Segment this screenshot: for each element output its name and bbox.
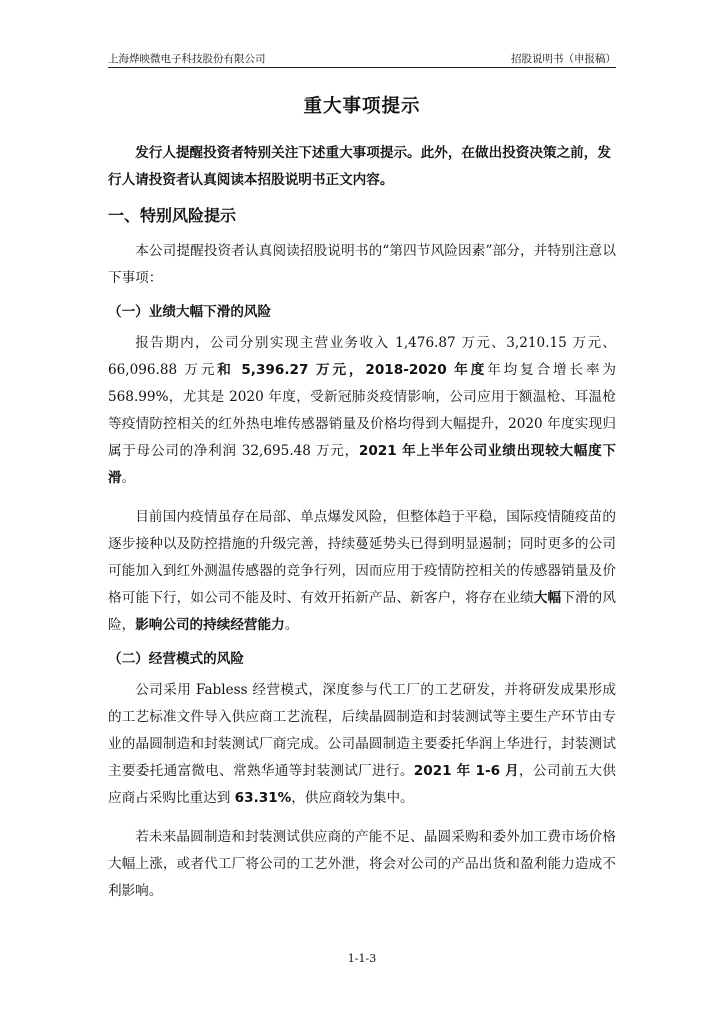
text-run: ，供应商较为集中。 [291, 790, 414, 806]
intro-paragraph: 发行人提醒投资者特别关注下述重大事项提示。此外，在做出投资决策之前，发行人请投资者认真阅读本招股说明书正文内容。 [108, 145, 611, 188]
text-run: 年均复合增长率为 568.99%，尤其是 2020 年度，受新冠肺炎疫情影响，公司应用于额温枪、耳温枪等疫情防控相关的红外热电堆传感器销量及价格均得到大幅提升，2020 年度实现归属于母公司的净利润 32,695.48 万元， [108, 362, 616, 459]
text-run: ，公司前五大供应商占采购比重达到 [108, 763, 617, 806]
emphasis-run: 影响公司的持续经营能力 [135, 617, 285, 633]
risk-business-model-paragraph-1 [108, 677, 616, 812]
emphasis-run: 63.31% [234, 790, 292, 806]
risk-heading-performance: （一）业绩大幅下滑的风险 [108, 304, 272, 320]
page-body [108, 92, 616, 905]
section-intro-paragraph: 本公司提醒投资者认真阅读招股说明书的“第四节风险因素”部分，并特别注意以下事项： [108, 243, 616, 286]
risk-heading-business-model: （二）经营模式的风险 [108, 651, 244, 667]
page-header [108, 52, 616, 66]
header-rule [108, 67, 616, 68]
page-title: 重大事项提示 [303, 96, 421, 117]
risk-performance-paragraph-1 [108, 330, 616, 492]
emphasis-run: 和 5,396.27 万元，2018-2020 年度 [217, 362, 488, 378]
paragraph-gap [108, 492, 616, 504]
section-heading-special-risk: 一、特别风险提示 [108, 206, 237, 225]
header-company: 上海烨映微电子科技股份有限公司 [108, 53, 266, 65]
emphasis-run: 2021 年 1-6 月 [413, 763, 520, 779]
text-run: 。 [121, 470, 136, 486]
text-run: 报告期内，公司分别实现主营业务收入 1,476.87 万元、3,210.15 万元、66,096.88 万元 [108, 335, 616, 378]
text-run: 。 [284, 617, 299, 633]
text-run: 公司采用 Fabless 经营模式，深度参与代工厂的工艺研发，并将研发成果形成的工艺标准文件导入供应商工艺流程，后续晶圆制造和封装测试等主要生产环节由专业的晶圆制造和封装测试厂商完成。公司晶圆制造主要委托华润上华进行，封装测试主要委托通富微电、常熟华通等封装测试厂进行。 [108, 682, 616, 779]
risk-performance-paragraph-2 [108, 504, 616, 639]
emphasis-run: 大幅 [533, 590, 562, 606]
header-doc-type: 招股说明书（申报稿） [511, 53, 616, 65]
page-number: 1-1-3 [347, 952, 377, 965]
emphasis-run: 2021 年上半年公司业绩出现较大幅度下滑 [108, 443, 616, 486]
risk-business-model-paragraph-2: 若未来晶圆制造和封装测试供应商的产能不足、晶圆采购和委外加工费市场价格大幅上涨，或者代工厂将公司的工艺外泄，将会对公司的产品出货和盈利能力造成不利影响。 [108, 829, 616, 899]
text-run: 下滑的风险， [108, 590, 617, 633]
paragraph-gap [108, 812, 616, 824]
text-run: 目前国内疫情虽存在局部、单点爆发风险，但整体趋于平稳，国际疫情随疫苗的逐步接种以及防控措施的升级完善，持续蔓延势头已得到明显遏制；同时更多的公司可能加入到红外测温传感器的竞争行列，因而应用于疫情防控相关的传感器销量及价格可能下行，如公司不能及时、有效开拓新产品、新客户，将存在业绩 [108, 509, 616, 606]
